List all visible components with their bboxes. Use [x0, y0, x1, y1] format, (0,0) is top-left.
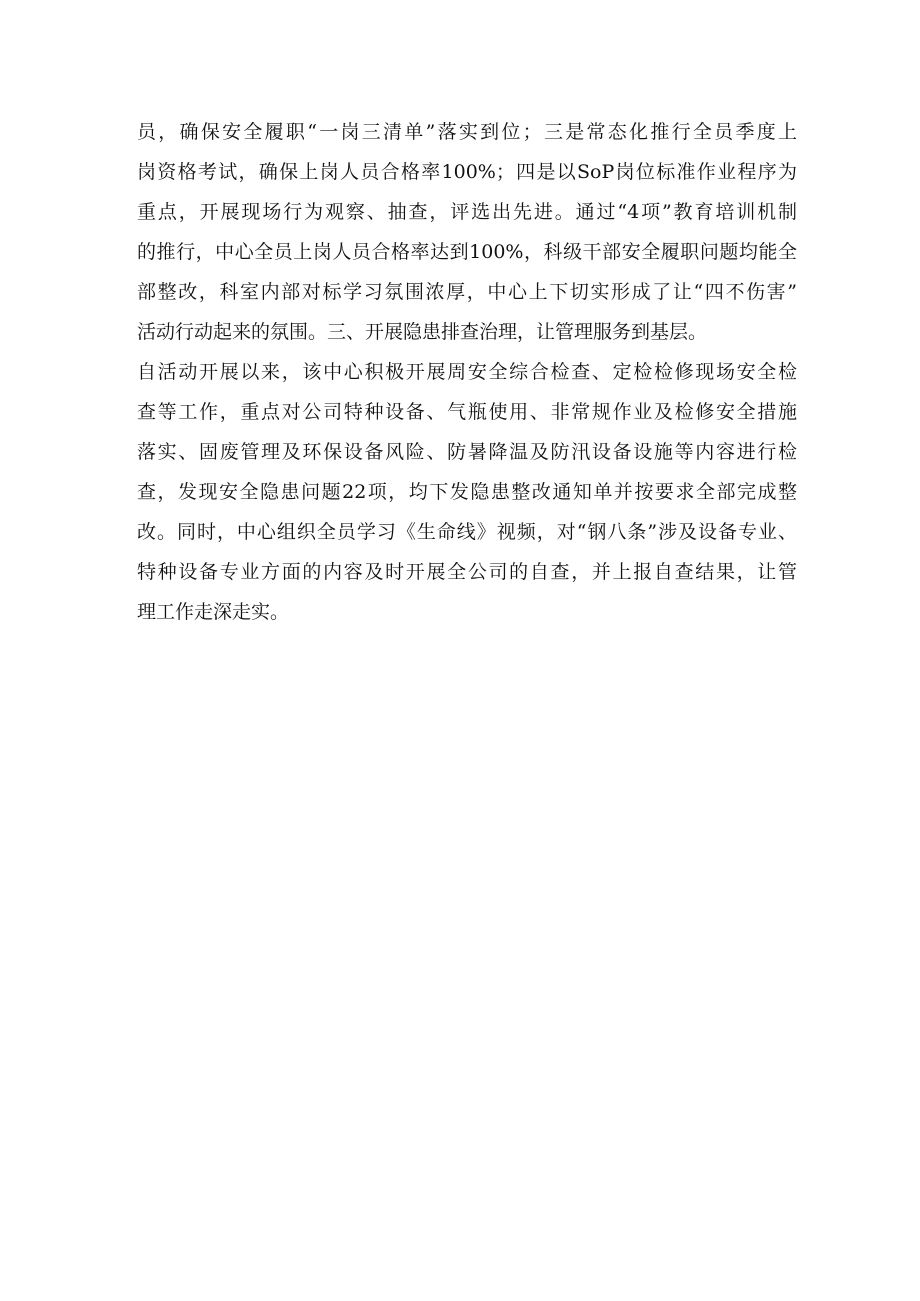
text-line: 落实、固废管理及环保设备风险、防暑降温及防汛设备设施等内容进行检	[137, 441, 797, 463]
text-line: 重点，开展现场行为观察、抽查，评选出先进。通过“4项”教育培训机制	[137, 201, 797, 223]
text-line: 特种设备专业方面的内容及时开展全公司的自查，并上报自查结果，让管	[137, 561, 797, 583]
body-text	[137, 112, 797, 632]
text-line: 活动行动起来的氛围。三、开展隐患排查治理，让管理服务到基层。	[137, 321, 708, 343]
paragraph-2	[137, 352, 797, 632]
text-line: 改。同时，中心组织全员学习《生命线》视频，对“钢八条”涉及设备专业、	[137, 521, 797, 543]
text-line: 部整改，科室内部对标学习氛围浓厚，中心上下切实形成了让“四不伤害”	[137, 281, 797, 303]
text-line: 理工作走深走实。	[137, 601, 290, 623]
text-line: 自活动开展以来，该中心积极开展周安全综合检查、定检检修现场安全检	[137, 361, 797, 383]
paragraph-1	[137, 112, 797, 352]
text-line: 查，发现安全隐患问题22项，均下发隐患整改通知单并按要求全部完成整	[137, 481, 797, 503]
text-line: 岗资格考试，确保上岗人员合格率100%；四是以SoP岗位标准作业程序为	[137, 161, 797, 183]
text-line: 员，确保安全履职“一岗三清单”落实到位；三是常态化推行全员季度上	[137, 121, 797, 143]
text-line: 查等工作，重点对公司特种设备、气瓶使用、非常规作业及检修安全措施	[137, 401, 797, 423]
text-line: 的推行，中心全员上岗人员合格率达到100%，科级干部安全履职问题均能全	[137, 241, 797, 263]
